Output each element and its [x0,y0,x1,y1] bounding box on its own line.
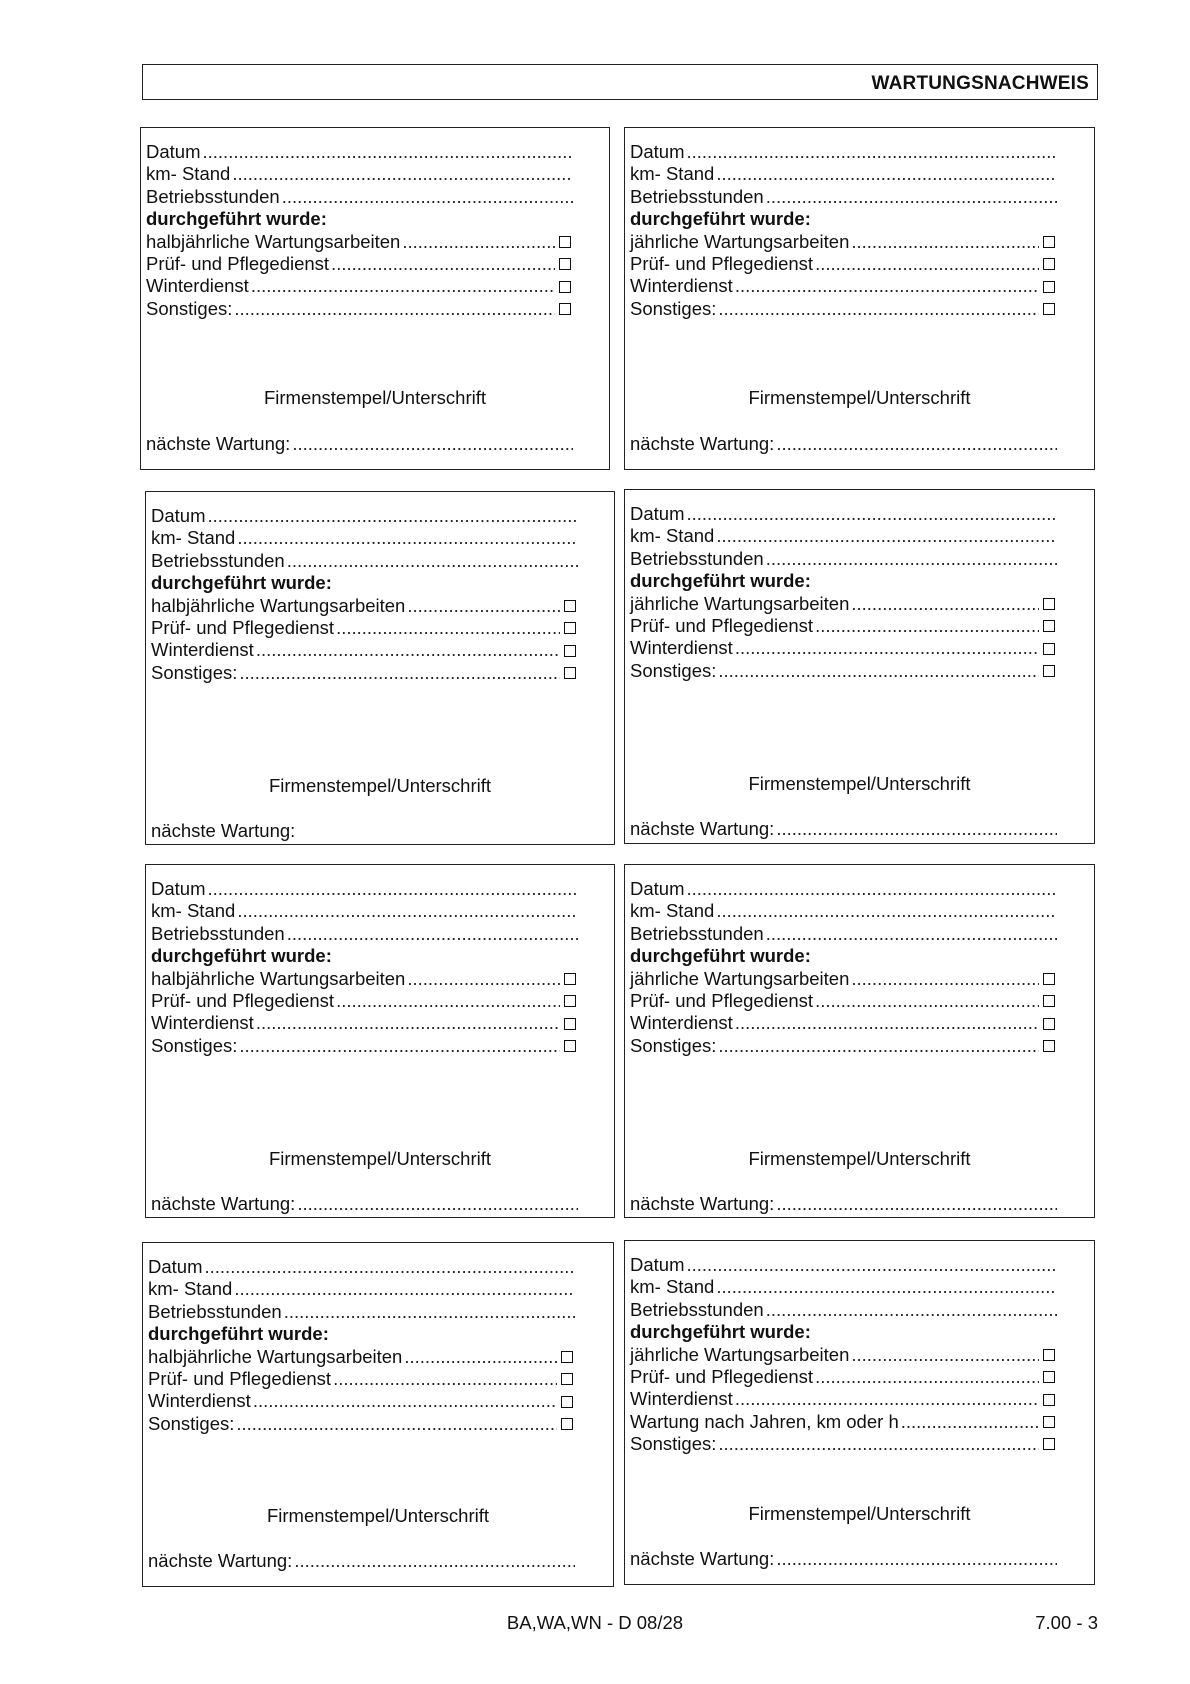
checkbox[interactable] [1043,281,1055,293]
checkbox[interactable] [1043,1018,1055,1030]
checkbox[interactable] [1043,643,1055,655]
company-stamp-label: Firmenstempel/Unterschrift [266,1505,490,1526]
option-winter: Winterdienst ..... [151,1012,578,1034]
checkbox[interactable] [1043,973,1055,985]
option-winter: Winterdienst ..... [630,1388,1057,1410]
datum-field[interactable]: Datum ..... [146,141,573,163]
maintenance-card-6 [624,864,1095,1218]
checkbox[interactable] [564,645,576,657]
option-sonstiges: Sonstiges: ..... [630,298,1057,320]
km-stand-field[interactable]: km- Stand ..... [630,163,1057,185]
next-maintenance-field[interactable]: nächste Wartung: ..... [630,433,1057,455]
maintenance-card-3 [145,491,615,845]
checkbox[interactable] [559,258,571,270]
next-maintenance-field[interactable]: nächste Wartung: [151,820,296,841]
next-maintenance-field[interactable]: nächste Wartung: ..... [148,1550,575,1572]
company-stamp-label: Firmenstempel/Unterschrift [748,1148,971,1169]
section-heading: durchgeführt wurde: [151,572,332,594]
checkbox[interactable] [564,600,576,612]
next-maintenance-field[interactable]: nächste Wartung: ..... [630,1548,1057,1570]
datum-field[interactable]: Datum ..... [151,505,578,527]
km-stand-field[interactable]: km- Stand ..... [630,525,1057,547]
checkbox[interactable] [1043,1394,1055,1406]
option-jaehrlich: jährliche Wartungsarbeiten ..... [630,593,1057,615]
datum-field[interactable]: Datum ..... [151,878,578,900]
option-winter: Winterdienst ..... [630,1012,1057,1034]
checkbox[interactable] [561,1351,573,1363]
option-sonstiges: Sonstiges: ..... [151,1035,578,1057]
section-heading: durchgeführt wurde: [146,208,327,230]
option-sonstiges: Sonstiges: ..... [146,298,573,320]
maintenance-card-1 [140,127,610,470]
km-stand-field[interactable]: km- Stand ..... [151,900,578,922]
datum-field[interactable]: Datum ..... [148,1256,575,1278]
page-title: WARTUNGSNACHWEIS [871,73,1089,94]
datum-field[interactable]: Datum ..... [630,503,1057,525]
checkbox[interactable] [1043,665,1055,677]
option-winter: Winterdienst ..... [148,1390,575,1412]
datum-field[interactable]: Datum ..... [630,141,1057,163]
option-pruef: Prüf- und Pflegedienst ..... [630,990,1057,1012]
option-sonstiges: Sonstiges: ..... [630,1433,1057,1455]
checkbox[interactable] [564,1040,576,1052]
option-sonstiges: Sonstiges: ..... [148,1413,575,1435]
maintenance-card-5 [145,864,615,1218]
section-heading: durchgeführt wurde: [148,1323,329,1345]
checkbox[interactable] [1043,1438,1055,1450]
betriebsstunden-field[interactable]: Betriebsstunden ..... [630,923,1057,945]
next-maintenance-field[interactable]: nächste Wartung: ..... [146,433,573,455]
option-sonstiges: Sonstiges: ..... [630,1035,1057,1057]
section-heading: durchgeführt wurde: [630,570,811,592]
checkbox[interactable] [564,995,576,1007]
option-jaehrlich: jährliche Wartungsarbeiten ..... [630,231,1057,253]
option-sonstiges: Sonstiges: ..... [630,660,1057,682]
km-stand-field[interactable]: km- Stand ..... [151,527,578,549]
company-stamp-label: Firmenstempel/Unterschrift [263,387,487,408]
datum-field[interactable]: Datum ..... [630,1254,1057,1276]
checkbox[interactable] [1043,1416,1055,1428]
betriebsstunden-field[interactable]: Betriebsstunden ..... [630,1299,1057,1321]
checkbox[interactable] [564,1018,576,1030]
checkbox[interactable] [1043,1371,1055,1383]
betriebsstunden-field[interactable]: Betriebsstunden ..... [630,548,1057,570]
checkbox[interactable] [1043,1040,1055,1052]
km-stand-field[interactable]: km- Stand ..... [146,163,573,185]
next-maintenance-field[interactable]: nächste Wartung: ..... [630,818,1057,840]
company-stamp-label: Firmenstempel/Unterschrift [748,773,971,794]
company-stamp-label: Firmenstempel/Unterschrift [268,1148,492,1169]
option-jahre: Wartung nach Jahren, km oder h ..... [630,1411,1057,1433]
option-winter: Winterdienst ..... [146,275,573,297]
option-jaehrlich: jährliche Wartungsarbeiten ..... [630,1344,1057,1366]
option-pruef: Prüf- und Pflegedienst ..... [151,990,578,1012]
option-halbjaehrlich: halbjährliche Wartungsarbeiten ..... [148,1346,575,1368]
checkbox[interactable] [1043,1349,1055,1361]
checkbox[interactable] [1043,620,1055,632]
checkbox[interactable] [1043,258,1055,270]
option-jaehrlich: jährliche Wartungsarbeiten ..... [630,968,1057,990]
option-pruef: Prüf- und Pflegedienst ..... [630,253,1057,275]
company-stamp-label: Firmenstempel/Unterschrift [748,1503,971,1524]
checkbox[interactable] [1043,303,1055,315]
option-winter: Winterdienst ..... [630,275,1057,297]
maintenance-card-2 [624,127,1095,470]
option-pruef: Prüf- und Pflegedienst ..... [146,253,573,275]
checkbox[interactable] [559,303,571,315]
betriebsstunden-field[interactable]: Betriebsstunden ..... [146,186,573,208]
km-stand-field[interactable]: km- Stand ..... [148,1278,575,1300]
page-number: 7.00 - 3 [1035,1612,1098,1633]
option-pruef: Prüf- und Pflegedienst ..... [151,617,578,639]
datum-field[interactable]: Datum ..... [630,878,1057,900]
company-stamp-label: Firmenstempel/Unterschrift [748,387,971,408]
next-maintenance-field[interactable]: nächste Wartung: ..... [151,1193,578,1215]
maintenance-card-7 [142,1242,614,1587]
km-stand-field[interactable]: km- Stand ..... [630,900,1057,922]
option-pruef: Prüf- und Pflegedienst ..... [148,1368,575,1390]
betriebsstunden-field[interactable]: Betriebsstunden ..... [630,186,1057,208]
checkbox[interactable] [1043,995,1055,1007]
checkbox[interactable] [561,1373,573,1385]
maintenance-card-4 [624,489,1095,844]
checkbox[interactable] [564,667,576,679]
checkbox[interactable] [564,973,576,985]
option-halbjaehrlich: halbjährliche Wartungsarbeiten ..... [151,968,578,990]
betriebsstunden-field[interactable]: Betriebsstunden ..... [151,923,578,945]
option-halbjaehrlich: halbjährliche Wartungsarbeiten ..... [146,231,573,253]
option-halbjaehrlich: halbjährliche Wartungsarbeiten ..... [151,595,578,617]
section-heading: durchgeführt wurde: [151,945,332,967]
checkbox[interactable] [559,236,571,248]
checkbox[interactable] [561,1396,573,1408]
betriebsstunden-field[interactable]: Betriebsstunden ..... [151,550,578,572]
km-stand-field[interactable]: km- Stand ..... [630,1276,1057,1298]
checkbox[interactable] [561,1418,573,1430]
page-header [142,64,1098,100]
document-code: BA,WA,WN - D 08/28 [506,1612,684,1633]
checkbox[interactable] [564,622,576,634]
section-heading: durchgeführt wurde: [630,945,811,967]
option-winter: Winterdienst ..... [151,639,578,661]
company-stamp-label: Firmenstempel/Unterschrift [268,775,492,796]
section-heading: durchgeführt wurde: [630,1321,811,1343]
option-pruef: Prüf- und Pflegedienst ..... [630,615,1057,637]
checkbox[interactable] [1043,598,1055,610]
maintenance-card-8 [624,1240,1095,1585]
checkbox[interactable] [1043,236,1055,248]
next-maintenance-field[interactable]: nächste Wartung: ..... [630,1193,1057,1215]
betriebsstunden-field[interactable]: Betriebsstunden ..... [148,1301,575,1323]
section-heading: durchgeführt wurde: [630,208,811,230]
option-sonstiges: Sonstiges: ..... [151,662,578,684]
checkbox[interactable] [559,281,571,293]
option-winter: Winterdienst ..... [630,637,1057,659]
option-pruef: Prüf- und Pflegedienst ..... [630,1366,1057,1388]
